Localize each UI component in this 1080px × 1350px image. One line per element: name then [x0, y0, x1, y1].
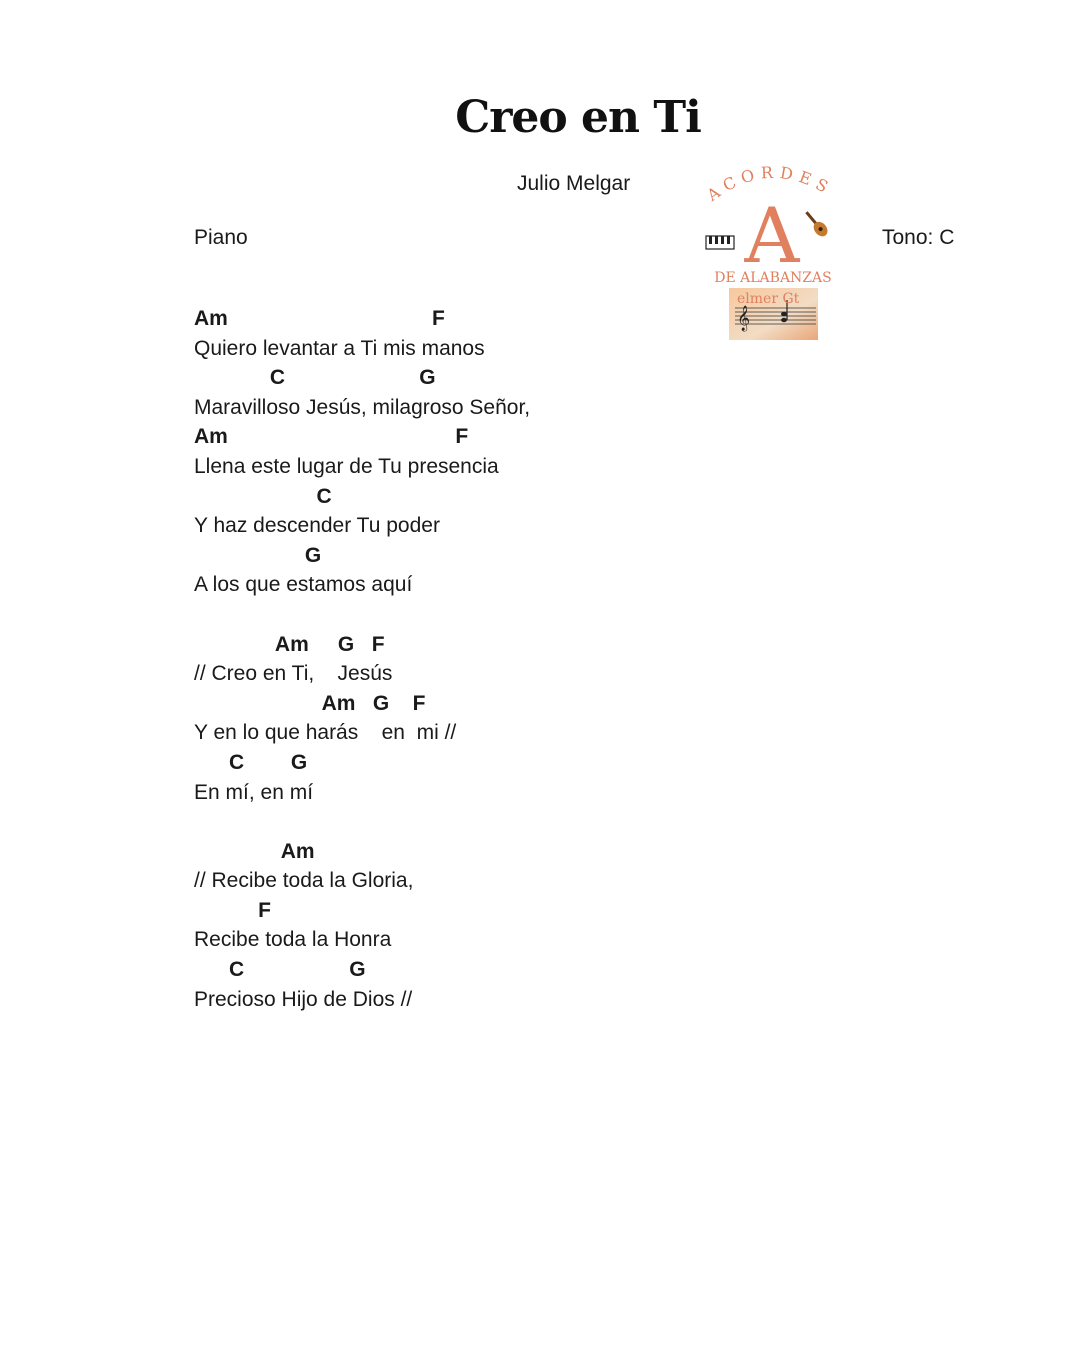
song-key: Tono: C [882, 226, 955, 249]
chord-line: C G [194, 958, 366, 982]
instrument-label: Piano [194, 226, 248, 249]
lyric-line: Y en lo que harás en mi // [194, 721, 457, 745]
chord-line: C [194, 484, 332, 508]
lyric-line: Recibe toda la Honra [194, 928, 392, 952]
chord-line: Am G F [194, 691, 426, 715]
song-title: Creo en Ti [455, 92, 701, 143]
logo-signature: elmer Gt [737, 291, 800, 307]
lyric-line: Precioso Hijo de Dios // [194, 987, 413, 1011]
lyric-line: Maravilloso Jesús, milagroso Señor, [194, 395, 531, 419]
lyric-line: Quiero levantar a Ti mis manos [194, 336, 485, 360]
lyric-line: Y haz descender Tu poder [194, 514, 440, 538]
chord-line: Am G F [194, 632, 385, 656]
lyric-line: Llena este lugar de Tu presencia [194, 454, 499, 478]
logo-subtitle: DE ALABANZAS [714, 270, 832, 286]
chord-line: Am [194, 839, 315, 863]
lyric-line: En mí, en mí [194, 780, 314, 804]
treble-clef-icon: 𝄞 [737, 306, 751, 331]
blank-line [194, 600, 894, 630]
chord-line: C G [194, 366, 436, 390]
logo-big-letter: A [744, 191, 800, 280]
song-author: Julio Melgar [517, 172, 631, 195]
lyric-line: A los que estamos aquí [194, 573, 413, 597]
logo-arc-text: ACORDES [703, 162, 837, 205]
blank-line [194, 807, 894, 837]
chord-line: G [194, 543, 322, 567]
piano-keys-icon [706, 236, 734, 249]
guitar-icon [802, 208, 830, 239]
chord-line: Am F [194, 307, 445, 330]
chord-line: C G [194, 750, 308, 774]
lyric-line: // Recibe toda la Gloria, [194, 869, 414, 893]
lyric-line: // Creo en Ti, Jesús [194, 662, 393, 686]
chord-sheet [194, 304, 894, 1014]
chord-line: F [194, 898, 272, 922]
chord-line: Am F [194, 425, 469, 449]
